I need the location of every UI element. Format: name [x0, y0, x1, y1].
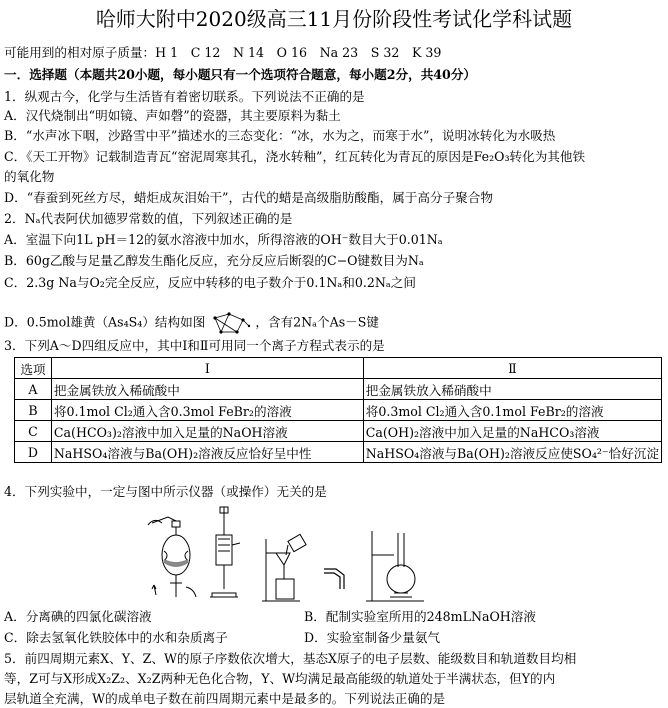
- realgar-structure-figure: [209, 312, 251, 334]
- q3-options-table: [14, 357, 662, 463]
- atomic-masses: 可能用到的相对原子质量：H 1 C 12 N 14 O 16 Na 23 S 32 K 39: [4, 45, 442, 60]
- q4-option-a: A．分离碘的四氯化碳溶液: [4, 609, 152, 624]
- q5-line-3: 层轨道全充满，W的成单电子数在前四周期元素中是最多的。下列说法正确的是: [4, 691, 446, 706]
- table-cell: B: [15, 400, 52, 421]
- table-cell: A: [15, 379, 52, 400]
- table-cell: NaHSO₄溶液与Ba(OH)₂溶液反应使SO₄²⁻恰好沉淀: [363, 442, 661, 463]
- table-cell: 将0.3mol Cl₂通入含0.1mol FeBr₂的溶液: [363, 400, 661, 421]
- q2-option-d-text: D．0.5mol雄黄（As₄S₄）结构如图: [4, 314, 206, 330]
- q2-option-b: B．60g乙酸与足量乙醇发生酯化反应，充分反应后断裂的C−O键数目为Nₐ: [4, 253, 424, 268]
- flask-on-stand-figure: [364, 527, 428, 605]
- table-cell: 将0.1mol Cl₂通入含0.3mol FeBr₂的溶液: [51, 400, 363, 421]
- q5-line-1: 5．前四周期元素X、Y、Z、W的原子序数依次增大，基态X原子的电子层数、能级数目和轨道数目均相: [4, 651, 577, 666]
- table-row: [15, 400, 662, 421]
- q4-options-row1: [4, 608, 664, 625]
- table-header-row: [15, 358, 662, 379]
- table-cell: 把金属铁放入稀硫酸中: [51, 379, 363, 400]
- condenser-figure: [204, 505, 244, 605]
- table-cell: C: [15, 421, 52, 442]
- q4-options-row2: [4, 629, 664, 646]
- table-cell: NaHSO₄溶液与Ba(OH)₂溶液反应恰好呈中性: [51, 442, 363, 463]
- table-cell: Ca(OH)₂溶液中加入足量的NaHCO₃溶液: [363, 421, 661, 442]
- q2-option-a: A．室温下向1L pH＝12的氨水溶液中加水，所得溶液的OH⁻数目大于0.01Nₐ: [4, 232, 443, 247]
- table-cell: 把金属铁放入稀硝酸中: [363, 379, 661, 400]
- apparatus-figures: [120, 505, 560, 605]
- q1-option-b: B．“水声冰下咽，沙路雪中平”描述水的三态变化：“冰，水为之，而寒于水”，说明冰转化为水吸热: [4, 128, 556, 143]
- q1-option-d: D．“春蚕到死丝方尽，蜡炬成灰泪始干”，古代的蜡是高级脂肪酸酯，属于高分子聚合物: [4, 190, 493, 205]
- table-row: [15, 442, 662, 463]
- q1-option-a: A．汉代烧制出“明如镜、声如磬”的瓷器，其主要原料为黏土: [4, 108, 341, 123]
- bent-tube-figure: [322, 563, 352, 593]
- q2-option-d-tail: ，含有2Nₐ个As－S键: [255, 314, 379, 330]
- q1-option-c: C．《天工开物》记载制造青瓦“窑泥周寒其孔，浇水转釉”，红瓦转化为青瓦的原因是Fe₂O₃转化为其他铁: [4, 149, 586, 164]
- table-cell: D: [15, 442, 52, 463]
- table-row: [15, 421, 662, 442]
- q2-option-c: C．2.3g Na与O₂完全反应，反应中转移的电子数介于0.1Nₐ和0.2Nₐ之间: [4, 275, 416, 290]
- q4-stem: 4．下列实验中，一定与图中所示仪器（或操作）无关的是: [4, 484, 327, 499]
- q1-option-c-cont: 的氧化物: [4, 169, 55, 184]
- table-header: Ⅰ: [51, 358, 363, 379]
- q5-line-2: 等，Z可与X形成X₂Z₂、X₂Z两种无色化合物，Y、W均满足最高能级的轨道处于半满状态，但Y的内: [4, 671, 556, 686]
- q2-option-d: [4, 312, 664, 334]
- table-header: Ⅱ: [363, 358, 661, 379]
- exam-title: 哈师大附中2020级高三11月份阶段性考试化学科试题: [95, 7, 573, 31]
- table-row: [15, 379, 662, 400]
- section-heading: 一．选择题（本题共20小题，每小题只有一个选项符合题意，每小题2分，共40分）: [4, 67, 477, 82]
- q4-option-b: B．配制实验室所用的248mLNaOH溶液: [304, 609, 536, 624]
- q2-stem: 2．Nₐ代表阿伏加德罗常数的值，下列叙述正确的是: [4, 211, 293, 226]
- separatory-funnel-figure: [142, 511, 208, 603]
- table-header: 选项: [15, 358, 52, 379]
- filtration-figure: [260, 533, 320, 605]
- q4-option-c: C．除去氢氧化铁胶体中的水和杂质离子: [4, 630, 228, 645]
- q1-stem: 1．纵观古今，化学与生活皆有着密切联系。下列说法不正确的是: [4, 89, 365, 104]
- q4-option-d: D．实验室制备少量氨气: [304, 630, 441, 645]
- q3-stem: 3．下列A～D四组反应中，其中Ⅰ和Ⅱ可用同一个离子方程式表示的是: [4, 338, 385, 353]
- table-cell: Ca(HCO₃)₂溶液中加入足量的NaOH溶液: [51, 421, 363, 442]
